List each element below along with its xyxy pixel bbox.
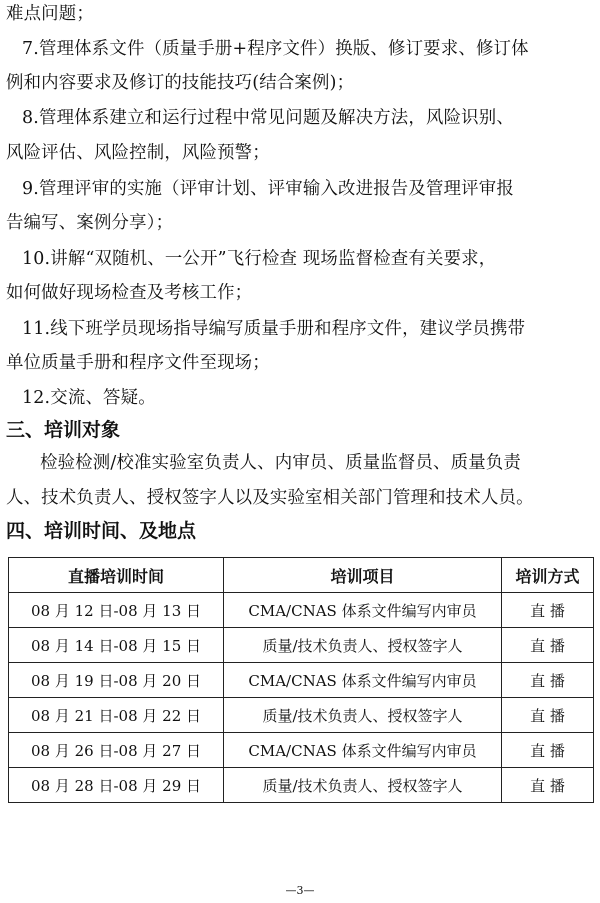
table-row bbox=[9, 768, 594, 803]
body-line: 10.讲解“双随机、一公开”飞行检查 现场监督检查有关要求， bbox=[22, 249, 497, 269]
table-row bbox=[9, 628, 594, 663]
cell-date: 08 月 14 日-08 月 15 日 bbox=[9, 628, 224, 663]
cell-method: 直 播 bbox=[502, 733, 594, 768]
cell-method: 直 播 bbox=[502, 698, 594, 733]
cell-project: CMA/CNAS 体系文件编写内审员 bbox=[224, 663, 502, 698]
body-line: 9.管理评审的实施（评审计划、评审输入改进报告及管理评审报 bbox=[22, 179, 514, 199]
table-row bbox=[9, 733, 594, 768]
schedule-table bbox=[8, 557, 594, 803]
page-number: —3— bbox=[285, 884, 315, 897]
cell-method: 直 播 bbox=[502, 593, 594, 628]
cell-date: 08 月 28 日-08 月 29 日 bbox=[9, 768, 224, 803]
body-line: 难点问题； bbox=[6, 4, 94, 24]
body-line: 8.管理体系建立和运行过程中常见问题及解决方法，风险识别、 bbox=[22, 108, 514, 128]
table-row bbox=[9, 593, 594, 628]
table-row bbox=[9, 663, 594, 698]
cell-date: 08 月 21 日-08 月 22 日 bbox=[9, 698, 224, 733]
cell-project: CMA/CNAS 体系文件编写内审员 bbox=[224, 733, 502, 768]
body-line: 单位质量手册和程序文件至现场； bbox=[6, 353, 270, 373]
cell-method: 直 播 bbox=[502, 663, 594, 698]
body-line: 12.交流、答疑。 bbox=[22, 388, 156, 408]
cell-project: CMA/CNAS 体系文件编写内审员 bbox=[224, 593, 502, 628]
body-line: 告编写、案例分享）； bbox=[6, 213, 174, 233]
section-body-line: 检验检测/校准实验室负责人、内审员、质量监督员、质量负责 bbox=[40, 453, 522, 473]
cell-project: 质量/技术负责人、授权签字人 bbox=[224, 628, 502, 663]
body-line: 11.线下班学员现场指导编写质量手册和程序文件，建议学员携带 bbox=[22, 319, 526, 339]
cell-project: 质量/技术负责人、授权签字人 bbox=[224, 698, 502, 733]
table-header-row bbox=[9, 558, 594, 593]
cell-method: 直 播 bbox=[502, 768, 594, 803]
section-heading-training-target: 三、培训对象 bbox=[6, 419, 121, 441]
header-cell-project: 培训项目 bbox=[224, 558, 502, 593]
cell-date: 08 月 26 日-08 月 27 日 bbox=[9, 733, 224, 768]
cell-method: 直 播 bbox=[502, 628, 594, 663]
cell-project: 质量/技术负责人、授权签字人 bbox=[224, 768, 502, 803]
body-line: 如何做好现场检查及考核工作； bbox=[6, 283, 253, 303]
cell-date: 08 月 12 日-08 月 13 日 bbox=[9, 593, 224, 628]
section-body-line: 人、技术负责人、授权签字人以及实验室相关部门管理和技术人员。 bbox=[6, 488, 534, 508]
section-heading-time-location: 四、培训时间、及地点 bbox=[6, 520, 197, 542]
table-row bbox=[9, 698, 594, 733]
header-cell-time: 直播培训时间 bbox=[9, 558, 224, 593]
cell-date: 08 月 19 日-08 月 20 日 bbox=[9, 663, 224, 698]
body-line: 风险评估、风险控制，风险预警； bbox=[6, 143, 270, 163]
header-cell-method: 培训方式 bbox=[502, 558, 594, 593]
body-line: 例和内容要求及修订的技能技巧(结合案例)； bbox=[6, 73, 355, 93]
body-line: 7.管理体系文件（质量手册+程序文件）换版、修订要求、修订体 bbox=[22, 39, 529, 59]
